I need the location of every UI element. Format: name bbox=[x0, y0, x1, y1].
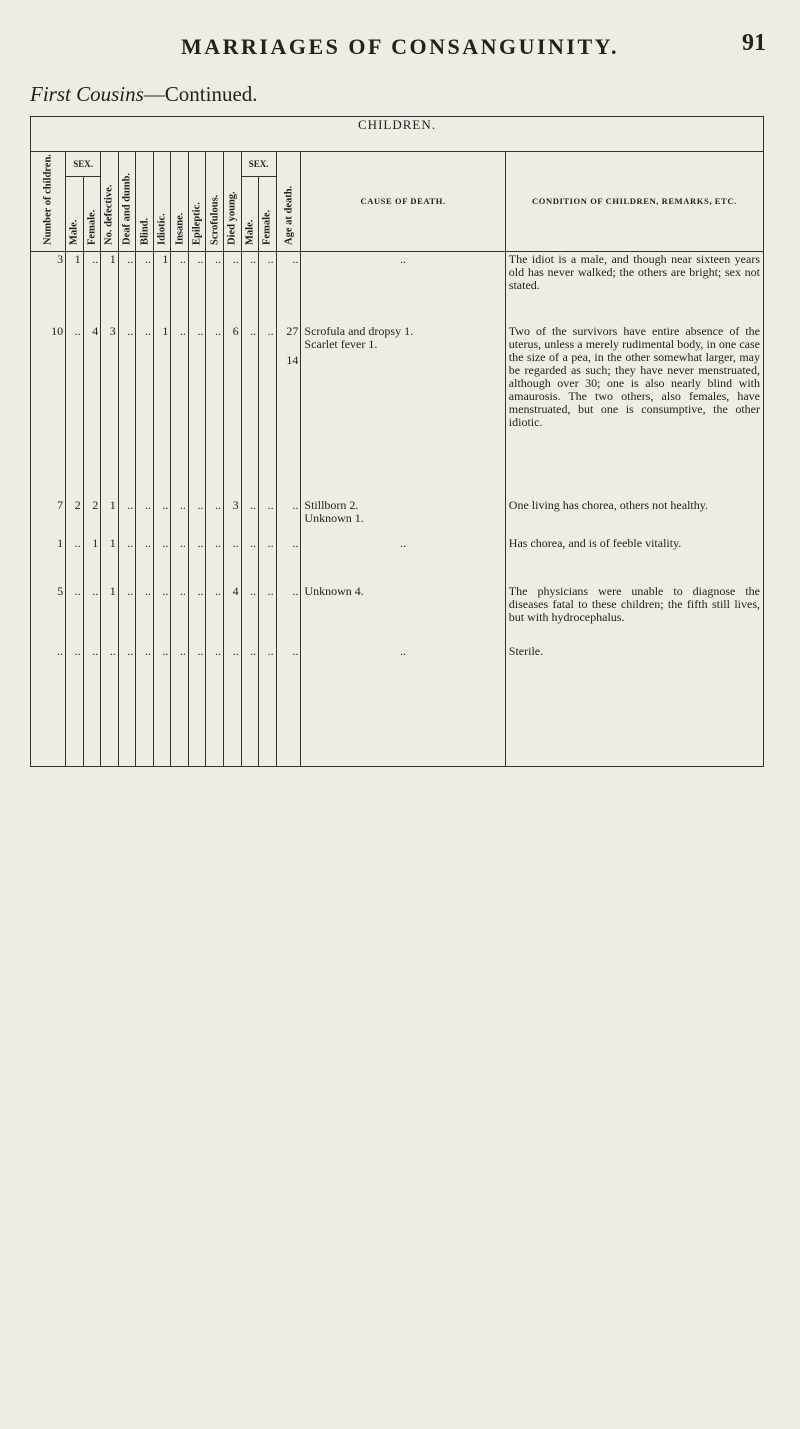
table-row bbox=[31, 644, 764, 672]
cell-insane: .. bbox=[171, 536, 189, 584]
age-value: .. bbox=[292, 252, 299, 266]
cell-female: 1 bbox=[83, 536, 101, 584]
cell-died-young: 4 bbox=[224, 584, 242, 644]
cell-epileptic: .. bbox=[188, 536, 206, 584]
page-number: 91 bbox=[742, 30, 766, 56]
cause-text: Unknown 1. bbox=[304, 511, 364, 525]
cell-cause-of-death bbox=[301, 644, 505, 672]
section-title bbox=[30, 82, 258, 107]
cell-male2: .. bbox=[241, 644, 259, 672]
cell-female: .. bbox=[83, 644, 101, 672]
cell-age-at-death bbox=[276, 252, 301, 325]
cell-no-defective: 1 bbox=[101, 536, 119, 584]
cause-text: .. bbox=[400, 252, 407, 266]
cell-condition-remarks: Sterile. bbox=[505, 644, 763, 672]
col-header-deaf-dumb: Deaf and dumb. bbox=[118, 152, 136, 252]
cell-scrofulous: .. bbox=[206, 536, 224, 584]
col-header-number: Number of children. bbox=[31, 152, 66, 252]
children-table bbox=[30, 116, 764, 767]
col-header-idiotic: Idiotic. bbox=[153, 152, 171, 252]
section-title-rest: —Continued. bbox=[143, 82, 258, 106]
cell-female: 4 bbox=[83, 324, 101, 498]
cell-female2: .. bbox=[259, 324, 277, 498]
cell-cause-of-death bbox=[301, 252, 505, 325]
cell-number: 7 bbox=[31, 498, 66, 536]
cause-text: Unknown 4. bbox=[304, 584, 364, 598]
age-value: .. bbox=[292, 498, 299, 512]
cell-number: 1 bbox=[31, 536, 66, 584]
cell-age-at-death bbox=[276, 498, 301, 536]
col-header-male: Male. bbox=[66, 177, 84, 252]
cell-no-defective: .. bbox=[101, 644, 119, 672]
cell-male: .. bbox=[66, 644, 84, 672]
cell-died-young: .. bbox=[224, 536, 242, 584]
col-header-died-young: Died young. bbox=[224, 152, 242, 252]
cell-died-young: .. bbox=[224, 644, 242, 672]
cell-idiotic: .. bbox=[153, 644, 171, 672]
cell-no-defective: 1 bbox=[101, 252, 119, 325]
cell-cause-of-death bbox=[301, 536, 505, 584]
cell-number: .. bbox=[31, 644, 66, 672]
col-header-male-died: Male. bbox=[241, 177, 259, 252]
age-value: .. bbox=[292, 584, 299, 598]
cell-scrofulous: .. bbox=[206, 498, 224, 536]
cell-insane: .. bbox=[171, 644, 189, 672]
cell-scrofulous: .. bbox=[206, 584, 224, 644]
cell-condition-remarks: Has chorea, and is of feeble vitality. bbox=[505, 536, 763, 584]
cell-idiotic: 1 bbox=[153, 324, 171, 498]
cell-idiotic: 1 bbox=[153, 252, 171, 325]
cell-epileptic: .. bbox=[188, 324, 206, 498]
cell-epileptic: .. bbox=[188, 252, 206, 325]
cell-female2: .. bbox=[259, 536, 277, 584]
cell-deaf-dumb: .. bbox=[118, 498, 136, 536]
cell-insane: .. bbox=[171, 584, 189, 644]
cell-insane: .. bbox=[171, 324, 189, 498]
cell-male: .. bbox=[66, 324, 84, 498]
col-header-epileptic: Epileptic. bbox=[188, 152, 206, 252]
cell-blind: .. bbox=[136, 324, 154, 498]
age-value: 27 bbox=[286, 324, 299, 338]
cell-number: 10 bbox=[31, 324, 66, 498]
table-body bbox=[31, 252, 764, 673]
cell-blind: .. bbox=[136, 252, 154, 325]
running-title: MARRIAGES OF CONSANGUINITY. bbox=[180, 34, 620, 59]
cell-blind: .. bbox=[136, 536, 154, 584]
table-row bbox=[31, 584, 764, 644]
cell-male2: .. bbox=[241, 324, 259, 498]
cell-age-at-death bbox=[276, 644, 301, 672]
cell-male: .. bbox=[66, 584, 84, 644]
col-header-female: Female. bbox=[83, 177, 101, 252]
cause-text: Scarlet fever 1. bbox=[304, 337, 378, 351]
cell-number: 5 bbox=[31, 584, 66, 644]
cell-scrofulous: .. bbox=[206, 644, 224, 672]
table-row bbox=[31, 324, 764, 498]
cause-text: Stillborn 2. bbox=[304, 498, 359, 512]
age-value: .. bbox=[292, 536, 299, 550]
cell-epileptic: .. bbox=[188, 498, 206, 536]
cell-epileptic: .. bbox=[188, 584, 206, 644]
col-header-scrofulous: Scrofulous. bbox=[206, 152, 224, 252]
cell-male: .. bbox=[66, 536, 84, 584]
cell-number: 3 bbox=[31, 252, 66, 325]
cell-idiotic: .. bbox=[153, 498, 171, 536]
cell-died-young: 6 bbox=[224, 324, 242, 498]
cell-male: 2 bbox=[66, 498, 84, 536]
cell-idiotic: .. bbox=[153, 584, 171, 644]
cell-no-defective: 1 bbox=[101, 498, 119, 536]
cell-deaf-dumb: .. bbox=[118, 324, 136, 498]
cell-condition-remarks: The idiot is a male, and though near sixteen years old has never walked; the others are bright; sex not stated. bbox=[505, 252, 763, 325]
cell-no-defective: 1 bbox=[101, 584, 119, 644]
cell-condition-remarks: The physicians were unable to diagnose the diseases fatal to these children; the fifth still lives, but with hydrocephalus. bbox=[505, 584, 763, 644]
cell-condition-remarks: Two of the survivors have entire absence of the uterus, unless a merely rudimental body, in one case the size of a pea, in the other somewhat larger, may be regarded as such; they have never menstruated, although over 30; one is also nearly blind with amaurosis. The two others, also females, have menstruated, but one is consumptive, the other idiotic. bbox=[505, 324, 763, 498]
table-group-title: CHILDREN. bbox=[31, 117, 764, 152]
cell-scrofulous: .. bbox=[206, 252, 224, 325]
col-header-condition: CONDITION OF CHILDREN, REMARKS, ETC. bbox=[505, 152, 763, 252]
cause-text: .. bbox=[400, 644, 407, 658]
cell-scrofulous: .. bbox=[206, 324, 224, 498]
cell-male2: .. bbox=[241, 252, 259, 325]
col-header-female-died: Female. bbox=[259, 177, 277, 252]
col-header-insane: Insane. bbox=[171, 152, 189, 252]
cell-insane: .. bbox=[171, 498, 189, 536]
age-value: 14 bbox=[286, 353, 299, 367]
cell-died-young: 3 bbox=[224, 498, 242, 536]
cell-deaf-dumb: .. bbox=[118, 644, 136, 672]
section-title-italic: First Cousins bbox=[30, 82, 144, 106]
cell-male2: .. bbox=[241, 584, 259, 644]
cell-cause-of-death bbox=[301, 584, 505, 644]
cell-blind: .. bbox=[136, 498, 154, 536]
cell-female: .. bbox=[83, 584, 101, 644]
cell-female: .. bbox=[83, 252, 101, 325]
cause-text: Scrofula and dropsy 1. bbox=[304, 324, 414, 338]
col-header-age-at-death: Age at death. bbox=[276, 152, 301, 252]
cell-female2: .. bbox=[259, 644, 277, 672]
cell-female2: .. bbox=[259, 498, 277, 536]
cell-died-young: .. bbox=[224, 252, 242, 325]
cell-cause-of-death bbox=[301, 324, 505, 498]
col-header-sex-died: SEX. bbox=[241, 152, 276, 177]
cell-epileptic: .. bbox=[188, 644, 206, 672]
cell-deaf-dumb: .. bbox=[118, 252, 136, 325]
cell-deaf-dumb: .. bbox=[118, 536, 136, 584]
cause-text: .. bbox=[400, 536, 407, 550]
cell-male: 1 bbox=[66, 252, 84, 325]
cell-age-at-death bbox=[276, 536, 301, 584]
cell-male2: .. bbox=[241, 498, 259, 536]
col-header-blind: Blind. bbox=[136, 152, 154, 252]
table-row bbox=[31, 252, 764, 325]
table-row bbox=[31, 536, 764, 584]
cell-female2: .. bbox=[259, 252, 277, 325]
cell-female2: .. bbox=[259, 584, 277, 644]
cell-cause-of-death bbox=[301, 498, 505, 536]
table-row bbox=[31, 498, 764, 536]
cell-insane: .. bbox=[171, 252, 189, 325]
cell-blind: .. bbox=[136, 584, 154, 644]
table-bottom bbox=[31, 672, 764, 767]
cell-no-defective: 3 bbox=[101, 324, 119, 498]
col-header-sex: SEX. bbox=[66, 152, 101, 177]
cell-age-at-death bbox=[276, 584, 301, 644]
cell-blind: .. bbox=[136, 644, 154, 672]
cell-condition-remarks: One living has chorea, others not healthy. bbox=[505, 498, 763, 536]
cell-deaf-dumb: .. bbox=[118, 584, 136, 644]
cell-male2: .. bbox=[241, 536, 259, 584]
cell-female: 2 bbox=[83, 498, 101, 536]
col-header-no-defective: No. defective. bbox=[101, 152, 119, 252]
age-value: .. bbox=[292, 644, 299, 658]
cell-age-at-death bbox=[276, 324, 301, 498]
cell-idiotic: .. bbox=[153, 536, 171, 584]
col-header-cause-of-death: CAUSE OF DEATH. bbox=[301, 152, 505, 252]
